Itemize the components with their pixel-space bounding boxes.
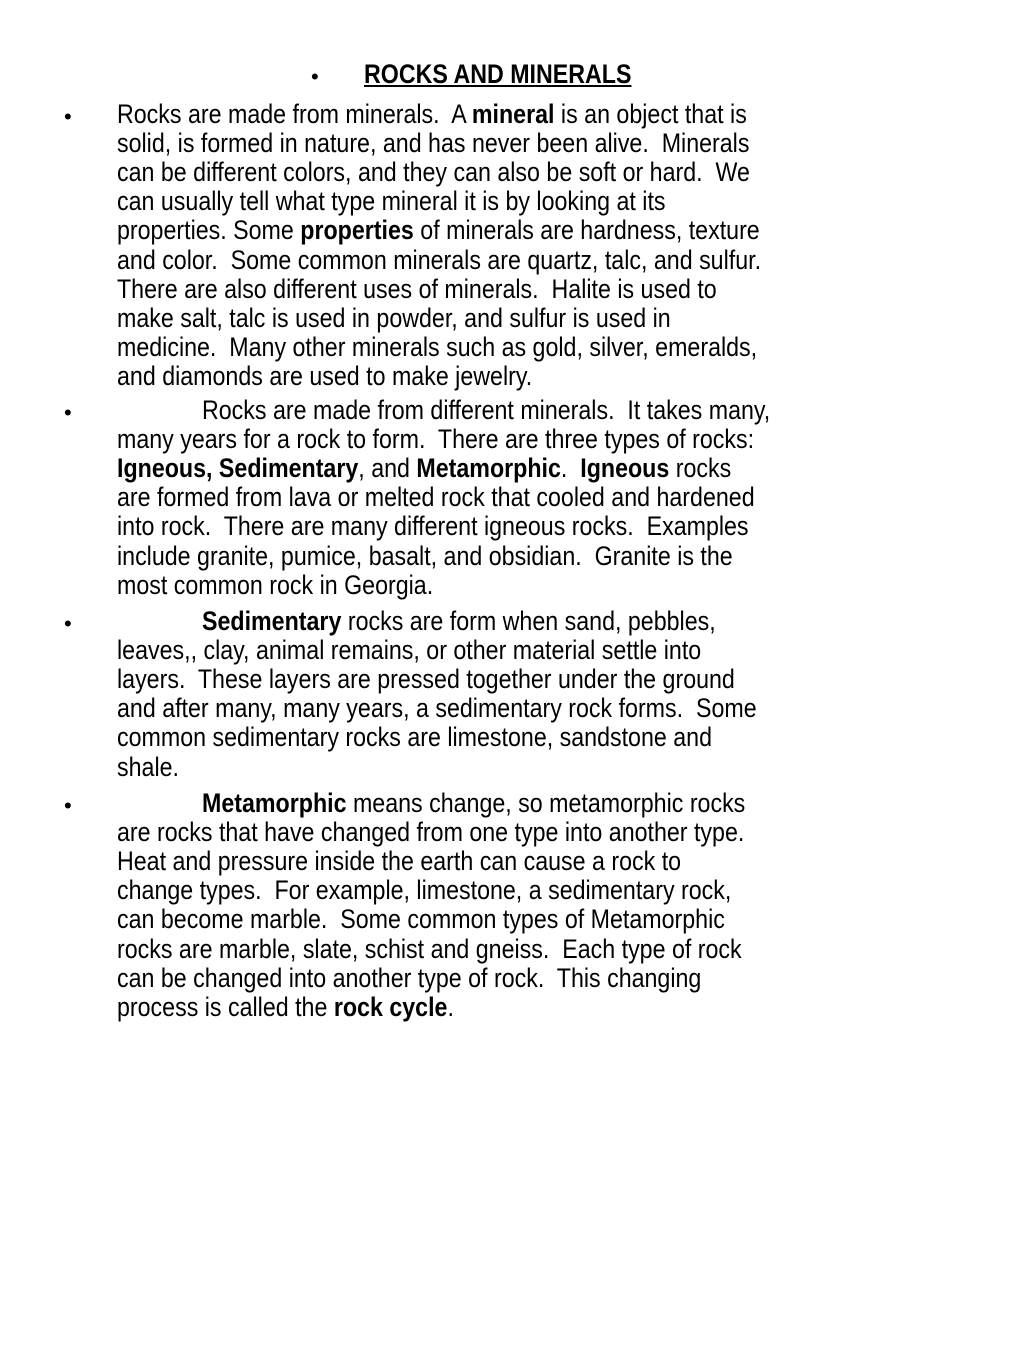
text-line	[117, 512, 749, 541]
bold-term: Sedimentary	[202, 606, 342, 636]
text-line	[117, 100, 747, 129]
text-run: change types. For example, limestone, a sedimentary rock,	[117, 875, 732, 906]
text-run: are formed from lava or melted rock that cooled and hardened	[117, 482, 755, 513]
text-run: are rocks that have changed from one type into another type.	[117, 817, 745, 848]
text-line	[117, 935, 742, 964]
text-run: can be different colors, and they can also be soft or hard. We	[117, 157, 750, 188]
text-run: rocks	[669, 453, 732, 484]
text-run: can usually tell what type mineral it is by looking at its	[117, 186, 666, 217]
text-run: Heat and pressure inside the earth can cause a rock to	[117, 846, 682, 877]
text-run: most common rock in Georgia.	[117, 569, 434, 600]
text-line	[117, 905, 725, 934]
text-run: of minerals are hardness, texture	[413, 215, 760, 246]
bullet-icon: •	[64, 104, 72, 129]
text-line	[117, 275, 717, 304]
text-run: Rocks are made from different minerals. It takes many,	[202, 395, 771, 425]
text-line	[117, 636, 701, 665]
text-run: include granite, pumice, basalt, and obsidian. Granite is the	[117, 540, 733, 571]
text-line	[117, 187, 666, 216]
page-title: ROCKS AND MINERALS	[364, 59, 632, 89]
text-line	[117, 425, 754, 454]
text-run: many years for a rock to form. There are three types of rocks:	[117, 424, 755, 455]
bold-term: rock cycle	[333, 991, 448, 1022]
text-line	[117, 753, 179, 782]
text-line	[117, 694, 757, 723]
text-run: Rocks are made from minerals. A	[117, 99, 472, 129]
text-line	[117, 665, 735, 694]
text-line	[117, 454, 731, 483]
text-line	[117, 483, 755, 512]
text-run: can be changed into another type of rock. This changing	[117, 962, 702, 993]
bold-term: properties	[300, 215, 414, 246]
text-line	[202, 396, 770, 425]
text-run: .	[560, 453, 581, 484]
text-line	[117, 542, 733, 571]
text-line	[117, 158, 750, 187]
text-line	[117, 993, 454, 1022]
text-line	[117, 964, 701, 993]
bold-term: Igneous, Sedimentary	[117, 453, 359, 484]
text-line	[117, 818, 744, 847]
text-line	[117, 129, 749, 158]
text-run: layers. These layers are pressed together under the ground	[117, 664, 735, 695]
text-run: solid, is formed in nature, and has never been alive. Minerals	[117, 128, 750, 159]
text-line	[117, 246, 761, 275]
bold-term: Igneous	[580, 453, 670, 484]
text-line	[202, 607, 716, 636]
text-run: leaves,, clay, animal remains, or other material settle into	[117, 635, 702, 666]
text-run: means change, so metamorphic rocks	[346, 788, 746, 818]
bullet-icon: •	[64, 793, 72, 818]
text-run: rocks are marble, slate, schist and gneiss. Each type of rock	[117, 933, 742, 964]
text-line	[117, 847, 681, 876]
bullet-icon: •	[64, 611, 72, 636]
text-run: medicine. Many other minerals such as gold, silver, emeralds,	[117, 331, 758, 362]
title-bullet: •	[311, 64, 319, 89]
text-run: and after many, many years, a sedimentary rock forms. Some	[117, 693, 757, 724]
text-line	[117, 216, 760, 245]
text-run: shale.	[117, 751, 179, 782]
text-line	[117, 333, 757, 362]
text-run: and color. Some common minerals are quartz, talc, and sulfur.	[117, 244, 762, 275]
text-line	[117, 723, 712, 752]
bold-term: Metamorphic	[416, 453, 561, 484]
text-run: is an object that is	[554, 99, 747, 129]
text-line	[117, 362, 532, 391]
text-line	[202, 789, 745, 818]
bullet-icon: •	[64, 400, 72, 425]
text-line	[117, 304, 671, 333]
text-run: There are also different uses of minerals. Halite is used to	[117, 273, 717, 304]
text-run: , and	[358, 453, 417, 484]
text-run: process is called the	[117, 991, 334, 1022]
bold-term: mineral	[471, 99, 555, 129]
text-run: can become marble. Some common types of Metamorphic	[117, 904, 725, 935]
text-line	[117, 876, 731, 905]
text-run: rocks are form when sand, pebbles,	[341, 606, 716, 636]
bold-term: Metamorphic	[202, 788, 347, 818]
text-run: make salt, talc is used in powder, and sulfur is used in	[117, 302, 671, 333]
text-line	[117, 571, 433, 600]
text-run: properties. Some	[117, 215, 301, 246]
text-run: .	[447, 991, 454, 1022]
text-run: and diamonds are used to make jewelry.	[117, 360, 533, 391]
text-run: common sedimentary rocks are limestone, sandstone and	[117, 722, 712, 753]
text-run: into rock. There are many different igneous rocks. Examples	[117, 511, 749, 542]
